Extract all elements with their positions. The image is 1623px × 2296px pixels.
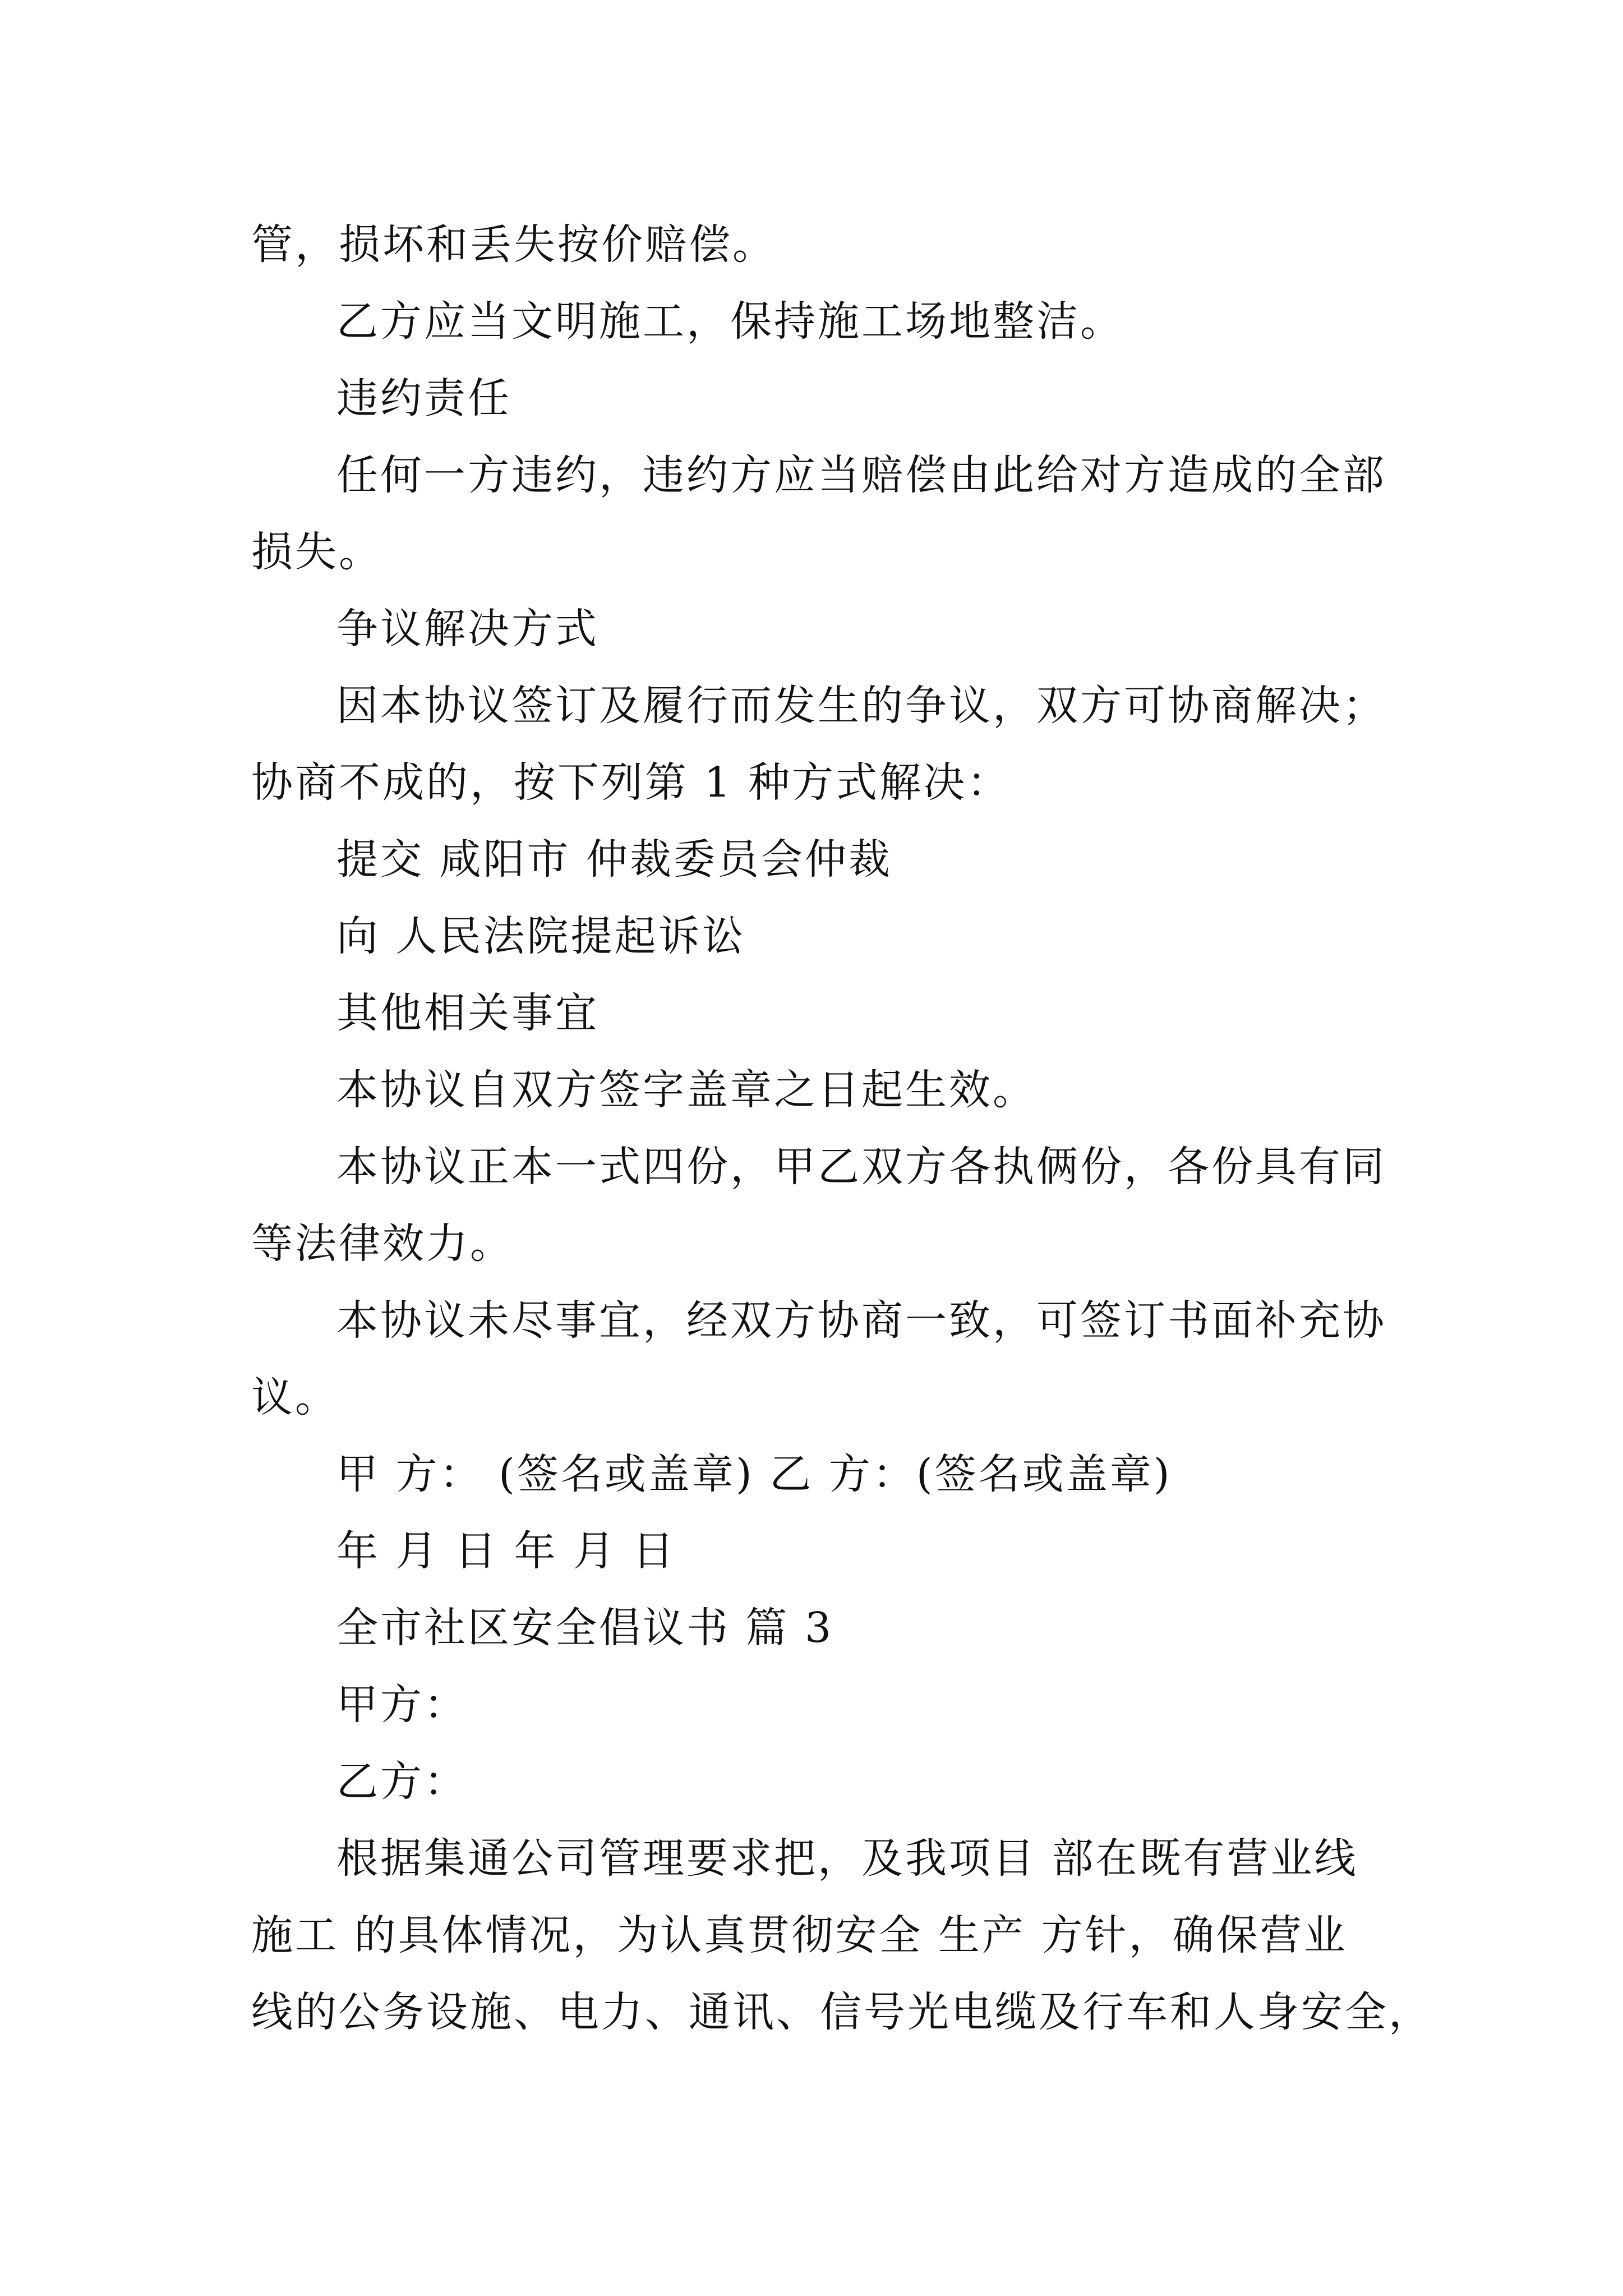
text-line: 提交 咸阳市 仲裁委员会仲裁: [336, 835, 893, 884]
party-b-label: 乙方：: [336, 1757, 468, 1806]
section-heading: 违约责任: [336, 374, 511, 422]
text-line: 本协议未尽事宜，经双方协商一致，可签订书面补充协: [336, 1296, 1386, 1345]
text-line: 因本协议签订及履行而发生的争议，双方可协商解决；: [336, 682, 1386, 730]
text-line: 施工 的具体情况，为认真贯彻安全 生产 方针，确保营业: [251, 1911, 1348, 1959]
text-line: 线的公务设施、电力、通讯、信号光电缆及行车和人身安全，: [251, 1988, 1432, 2036]
text-line: 任何一方违约，违约方应当赔偿由此给对方造成的全部: [336, 451, 1386, 499]
text-line: 议。: [251, 1373, 339, 1421]
section-heading: 争议解决方式: [336, 605, 599, 653]
document-title: 全市社区安全倡议书 篇 3: [336, 1604, 834, 1652]
text-line: 乙方应当文明施工，保持施工场地整洁。: [336, 297, 1124, 346]
section-heading: 其他相关事宜: [336, 989, 599, 1037]
text-line: 根据集通公司管理要求把，及我项目 部在既有营业线: [336, 1834, 1358, 1883]
text-line: 损失。: [251, 528, 382, 576]
party-a-label: 甲方：: [336, 1681, 468, 1729]
text-line: 等法律效力。: [251, 1220, 514, 1268]
date-line: 年 月 日 年 月 日: [336, 1527, 676, 1575]
signature-line: 甲 方： (签名或盖章) 乙 方：(签名或盖章): [336, 1450, 1172, 1498]
text-line: 本协议自双方签字盖章之日起生效。: [336, 1066, 1036, 1114]
text-line: 向 人民法院提起诉讼: [336, 912, 746, 960]
text-line: 本协议正本一式四份，甲乙双方各执俩份，各份具有同: [336, 1143, 1386, 1191]
text-line: 协商不成的，按下列第 1 种方式解决：: [251, 758, 1011, 807]
text-line: 管，损坏和丢失按价赔偿。: [251, 220, 776, 269]
